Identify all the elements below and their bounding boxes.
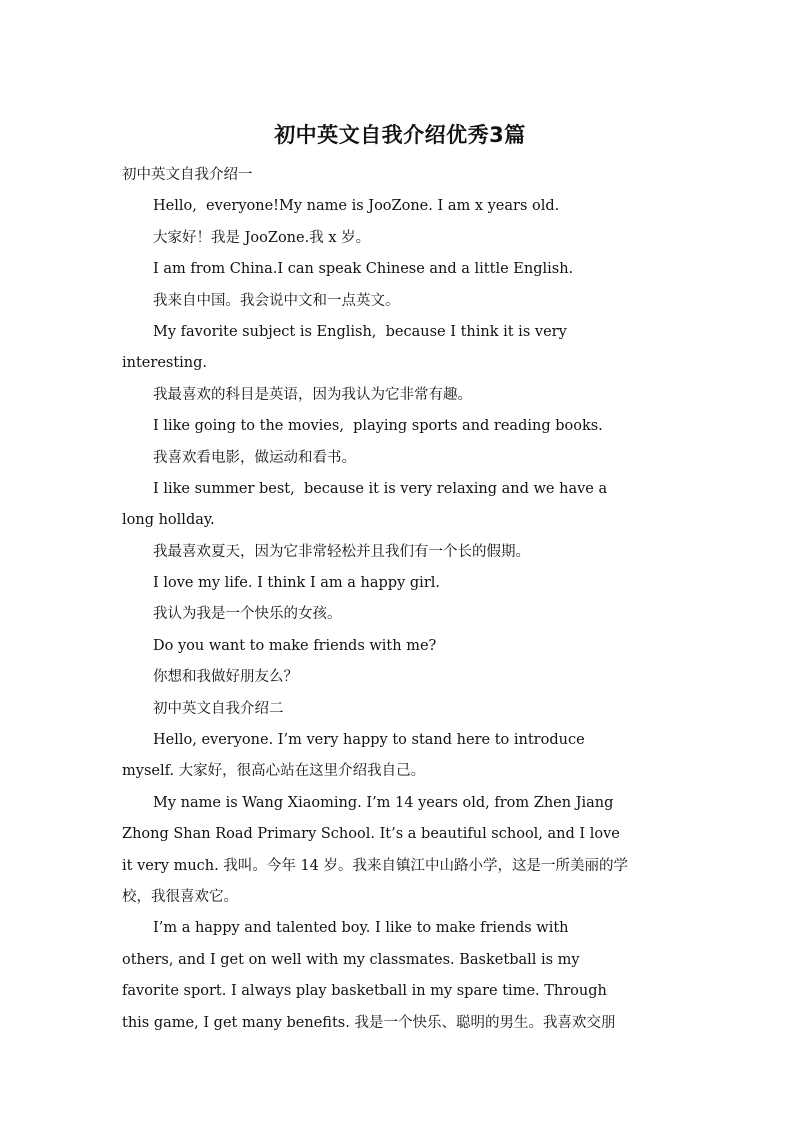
paragraph-line: My name is Wang Xiaoming. I’m 14 years old, from Zhen Jiang xyxy=(153,794,614,811)
paragraph-line: 校，我很喜欢它。 xyxy=(122,888,238,905)
paragraph-line: Do you want to make friends with me? xyxy=(153,637,437,654)
paragraph-line: 你想和我做好朋友么？ xyxy=(153,669,298,686)
paragraph-line: it very much. 我叫。今年 14 岁。我来自镇江中山路小学，这是一所美丽的学 xyxy=(122,857,629,874)
paragraph-line: I like going to the movies, playing sports and reading books. xyxy=(153,418,603,435)
paragraph-line: favorite sport. I always play basketball in my spare time. Through xyxy=(122,983,607,1000)
paragraph-line: I’m a happy and talented boy. I like to make friends with xyxy=(153,920,569,937)
paragraph-line: My favorite subject is English, because I think it is very xyxy=(153,323,567,340)
paragraph-line: this game, I get many benefits. 我是一个快乐、聪明的男生。我喜欢交朋 xyxy=(122,1014,616,1031)
paragraph-line: 我认为我是一个快乐的女孩。 xyxy=(153,606,342,623)
paragraph-line: long hollday. xyxy=(122,512,215,529)
section-heading: 初中英文自我介绍一 xyxy=(122,167,253,183)
paragraph-line: 我最喜欢夏天，因为它非常轻松并且我们有一个长的假期。 xyxy=(153,543,530,560)
paragraph-line: 我来自中国。我会说中文和一点英文。 xyxy=(153,292,400,309)
paragraph-line: I love my life. I think I am a happy girl. xyxy=(153,575,440,592)
document-body xyxy=(122,160,682,1039)
paragraph-line: interesting. xyxy=(122,355,208,372)
paragraph-line: I am from China.I can speak Chinese and a little English. xyxy=(153,261,574,278)
paragraph-line: Hello, everyone!My name is JooZone. I am x years old. xyxy=(153,198,560,215)
paragraph-line: 大家好！我是 JooZone.我 x 岁。 xyxy=(153,229,371,246)
section-heading: 初中英文自我介绍二 xyxy=(153,700,284,717)
paragraph-line: I like summer best, because it is very relaxing and we have a xyxy=(153,480,608,497)
paragraph-line: Zhong Shan Road Primary School. It’s a beautiful school, and I love xyxy=(122,826,620,843)
paragraph-line: Hello, everyone. I’m very happy to stand here to introduce xyxy=(153,732,585,749)
paragraph-line: 我最喜欢的科目是英语，因为我认为它非常有趣。 xyxy=(153,386,472,403)
document-title: 初中英文自我介绍优秀3篇 xyxy=(274,123,526,147)
paragraph-line: others, and I get on well with my classmates. Basketball is my xyxy=(122,951,580,968)
paragraph-line: 我喜欢看电影，做运动和看书。 xyxy=(153,449,356,466)
paragraph-line: myself. 大家好，很高心站在这里介绍我自己。 xyxy=(122,763,426,780)
